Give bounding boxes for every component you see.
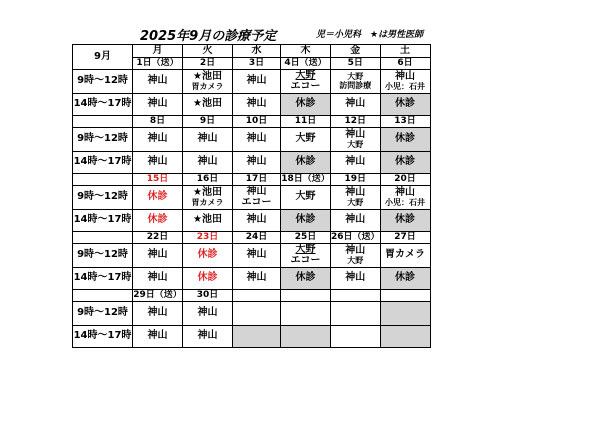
date-cell: 11日 <box>281 116 331 128</box>
doctor-name: 大野 <box>347 72 364 82</box>
doctor-name: 神山 <box>395 187 416 199</box>
exam-label: 胃カメラ <box>191 81 224 91</box>
empty-cell <box>331 326 381 348</box>
schedule-cell: 神山 <box>233 94 281 116</box>
schedule-cell: 神山 <box>183 302 233 326</box>
schedule-cell: 神山 <box>183 128 233 152</box>
schedule-cell: 神山 <box>133 268 183 290</box>
schedule-cell: 神山 <box>233 70 281 94</box>
date-cell: 13日 <box>380 116 430 128</box>
closed-cell: 休診 <box>380 152 430 174</box>
holiday-date-cell: 15日 <box>133 174 183 186</box>
date-cell: 12日 <box>331 116 381 128</box>
doctor-name: 神山 <box>345 187 366 199</box>
date-cell: 8日 <box>133 116 183 128</box>
am-row <box>73 186 431 210</box>
closed-cell: 休診 <box>281 210 331 232</box>
slot-am-label: 9時～12時 <box>73 70 133 94</box>
date-row <box>73 174 431 186</box>
schedule-cell <box>331 128 381 152</box>
legend-note: 児＝小児科 ★は男性医師 <box>316 30 424 40</box>
date-cell: 17日 <box>233 174 281 186</box>
doctor-name: ★池田 <box>193 71 222 83</box>
holiday-closed-cell: 休診 <box>133 210 183 232</box>
schedule-cell: 大野 <box>281 186 331 210</box>
schedule-cell <box>281 70 331 94</box>
date-cell: 19日 <box>331 174 381 186</box>
holiday-closed-cell: 休診 <box>183 244 233 268</box>
doctor-name: 神山 <box>395 71 416 83</box>
exam-label: エコー <box>290 254 321 266</box>
exam-label: エコー <box>290 80 321 92</box>
date-cell: 27日 <box>380 232 430 244</box>
pm-row <box>73 152 431 174</box>
date-cell <box>380 290 430 302</box>
date-cell: 16日 <box>183 174 233 186</box>
weekday-thu: 木 <box>281 45 331 58</box>
holiday-closed-cell: 休診 <box>133 186 183 210</box>
pm-row <box>73 210 431 232</box>
schedule-cell <box>183 186 233 210</box>
date-cell <box>233 290 281 302</box>
weekday-row <box>73 45 431 58</box>
exam-label: エコー <box>241 196 272 208</box>
doctor-name: ★池田 <box>193 187 222 199</box>
date-cell: 29日（送） <box>133 289 182 300</box>
date-cell: 25日 <box>281 232 331 244</box>
slot-pm-label: 14時～17時 <box>73 268 133 290</box>
date-row <box>73 116 431 128</box>
exam-label: 胃カメラ <box>191 197 224 207</box>
date-cell: 5日 <box>331 58 381 70</box>
doctor-name: 大野 <box>347 139 364 149</box>
date-spacer <box>73 116 133 128</box>
closed-cell: 休診 <box>281 152 331 174</box>
date-cell <box>331 290 381 302</box>
date-cell: 2日 <box>183 58 233 70</box>
slot-pm-label: 14時～17時 <box>73 326 133 348</box>
doctor-name: 大野 <box>295 70 316 81</box>
date-row <box>73 232 431 244</box>
visit-label: 訪問診療 <box>339 80 372 90</box>
doctor-name: 神山 <box>345 129 366 141</box>
schedule-cell <box>281 244 331 268</box>
schedule-cell: 神山 <box>133 302 183 326</box>
schedule-cell: ★池田 <box>183 210 233 232</box>
date-cell <box>281 290 331 302</box>
schedule-cell: 神山 <box>133 244 183 268</box>
empty-cell <box>281 326 331 348</box>
date-cell: 6日 <box>380 58 430 70</box>
schedule-cell: 神山 <box>233 210 281 232</box>
empty-cell <box>281 302 331 326</box>
am-row <box>73 244 431 268</box>
schedule-cell: 神山 <box>233 152 281 174</box>
page-title: 2025年9月の診療予定 <box>140 29 277 44</box>
schedule-cell: 神山 <box>133 326 183 348</box>
date-cell: 30日 <box>183 290 233 302</box>
slot-am-label: 9時～12時 <box>73 128 133 152</box>
pediatric-label: 小児：石井 <box>385 197 426 207</box>
date-cell: 3日 <box>233 58 281 70</box>
date-cell: 9日 <box>183 116 233 128</box>
schedule-cell <box>183 70 233 94</box>
closed-cell: 休診 <box>380 94 430 116</box>
am-row <box>73 302 431 326</box>
schedule-cell: 神山 <box>133 70 183 94</box>
schedule-cell <box>331 244 381 268</box>
schedule-cell: 神山 <box>331 152 381 174</box>
empty-cell <box>380 302 430 326</box>
date-cell: 10日 <box>233 116 281 128</box>
pm-row <box>73 326 431 348</box>
closed-cell: 休診 <box>380 210 430 232</box>
weekday-mon: 月 <box>133 45 183 58</box>
schedule-cell: 神山 <box>183 152 233 174</box>
schedule-cell: 神山 <box>133 152 183 174</box>
doctor-name: 神山 <box>345 245 366 257</box>
schedule-cell: 神山 <box>331 94 381 116</box>
date-cell: 22日 <box>133 232 183 244</box>
date-cell: 1日（送） <box>133 58 183 70</box>
schedule-cell: 神山 <box>233 268 281 290</box>
schedule-cell <box>331 186 381 210</box>
pediatric-label: 小児：石井 <box>385 81 426 91</box>
slot-am-label: 9時～12時 <box>73 244 133 268</box>
weekday-wed: 水 <box>233 45 281 58</box>
empty-cell <box>331 302 381 326</box>
schedule-cell <box>380 70 430 94</box>
am-row <box>73 70 431 94</box>
schedule-cell: 神山 <box>183 326 233 348</box>
date-row <box>73 290 431 302</box>
weekday-tue: 火 <box>183 45 233 58</box>
schedule-cell: 神山 <box>133 94 183 116</box>
date-cell: 18日（送） <box>281 173 330 184</box>
date-spacer <box>73 232 133 244</box>
schedule-cell: 神山 <box>233 128 281 152</box>
schedule-cell: 神山 <box>331 268 381 290</box>
doctor-name: 大野 <box>295 244 316 255</box>
pm-row <box>73 94 431 116</box>
schedule-cell: 神山 <box>233 244 281 268</box>
slot-pm-label: 14時～17時 <box>73 152 133 174</box>
empty-cell <box>233 326 281 348</box>
date-cell: 26日（送） <box>331 231 380 242</box>
doctor-name: 大野 <box>347 197 364 207</box>
doctor-name: 大野 <box>347 255 364 265</box>
schedule-cell: ★池田 <box>183 94 233 116</box>
weekday-sat: 土 <box>380 45 430 58</box>
slot-am-label: 9時～12時 <box>73 186 133 210</box>
slot-am-label: 9時～12時 <box>73 302 133 326</box>
date-cell: 24日 <box>233 232 281 244</box>
date-cell: 4日（送） <box>281 58 331 70</box>
schedule-cell: 大野 <box>281 128 331 152</box>
closed-cell: 休診 <box>281 94 331 116</box>
doctor-name: 神山 <box>246 186 267 197</box>
slot-pm-label: 14時～17時 <box>73 210 133 232</box>
month-label: 9月 <box>73 45 133 70</box>
pm-row <box>73 268 431 290</box>
schedule-cell: 神山 <box>133 128 183 152</box>
date-spacer <box>73 174 133 186</box>
schedule-table <box>72 44 431 348</box>
weekday-fri: 金 <box>331 45 381 58</box>
slot-pm-label: 14時～17時 <box>73 94 133 116</box>
schedule-cell: 胃カメラ <box>380 244 430 268</box>
closed-cell: 休診 <box>380 268 430 290</box>
schedule-cell <box>380 186 430 210</box>
empty-cell <box>380 326 430 348</box>
am-row <box>73 128 431 152</box>
holiday-closed-cell: 休診 <box>183 268 233 290</box>
empty-cell <box>233 302 281 326</box>
holiday-date-cell: 23日 <box>183 232 233 244</box>
schedule-cell <box>233 186 281 210</box>
schedule-cell: 神山 <box>331 210 381 232</box>
closed-cell: 休診 <box>281 268 331 290</box>
schedule-cell <box>331 70 381 94</box>
date-cell: 20日 <box>380 174 430 186</box>
closed-cell: 休診 <box>380 128 430 152</box>
date-spacer <box>73 290 133 302</box>
